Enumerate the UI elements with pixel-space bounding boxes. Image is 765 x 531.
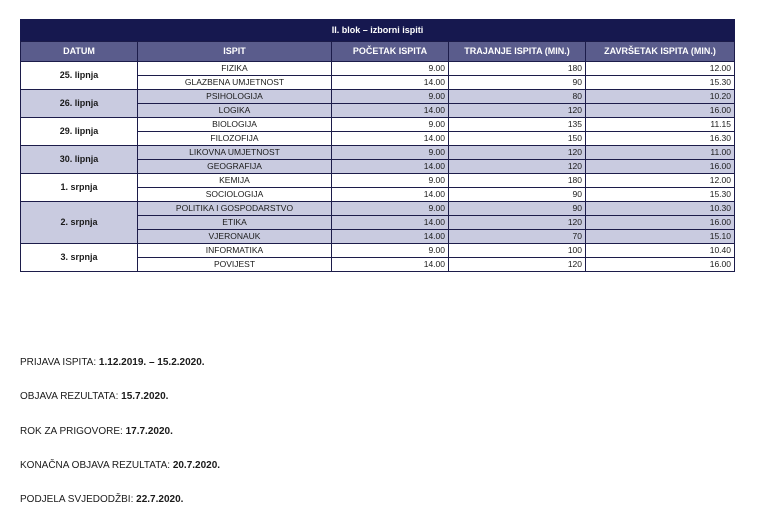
end-cell: 12.00	[586, 174, 735, 188]
header-end: ZAVRŠETAK ISPITA (MIN.)	[586, 42, 735, 62]
exam-cell: POLITIKA I GOSPODARSTVO	[138, 202, 332, 216]
duration-cell: 120	[449, 258, 586, 272]
table-row	[21, 174, 735, 188]
exam-cell: VJERONAUK	[138, 230, 332, 244]
end-cell: 16.00	[586, 258, 735, 272]
note-certificates	[20, 493, 220, 527]
start-cell: 9.00	[332, 146, 449, 160]
exam-cell: LIKOVNA UMJETNOST	[138, 146, 332, 160]
duration-cell: 180	[449, 62, 586, 76]
note-registration	[20, 356, 220, 390]
note-label: KONAČNA OBJAVA REZULTATA:	[20, 459, 173, 471]
note-value: 15.7.2020.	[121, 391, 169, 403]
header-date: DATUM	[21, 42, 138, 62]
note-label: ROK ZA PRIGOVORE:	[20, 425, 126, 437]
exam-cell: INFORMATIKA	[138, 244, 332, 258]
start-cell: 14.00	[332, 160, 449, 174]
exam-cell: FIZIKA	[138, 62, 332, 76]
exam-cell: BIOLOGIJA	[138, 118, 332, 132]
header-start: POČETAK ISPITA	[332, 42, 449, 62]
notes-section	[20, 356, 220, 527]
note-value: 1.12.2019. – 15.2.2020.	[98, 357, 205, 368]
duration-cell: 80	[449, 90, 586, 104]
start-cell: 14.00	[332, 104, 449, 118]
table-body	[21, 62, 735, 272]
start-cell: 9.00	[332, 202, 449, 216]
end-cell: 10.30	[586, 202, 735, 216]
exam-cell: GLAZBENA UMJETNOST	[138, 76, 332, 90]
duration-cell: 150	[449, 132, 586, 146]
duration-cell: 90	[449, 202, 586, 216]
date-cell: 26. lipnja	[21, 90, 138, 118]
date-cell: 25. lipnja	[21, 62, 138, 90]
table-caption: II. blok – izborni ispiti	[20, 19, 735, 41]
date-cell: 29. lipnja	[21, 118, 138, 146]
start-cell: 9.00	[332, 118, 449, 132]
duration-cell: 90	[449, 188, 586, 202]
note-results	[20, 390, 220, 424]
note-appeals	[20, 425, 220, 459]
end-cell: 16.00	[586, 160, 735, 174]
date-cell: 3. srpnja	[21, 244, 138, 272]
end-cell: 15.30	[586, 188, 735, 202]
table-row	[21, 244, 735, 258]
end-cell: 16.00	[586, 216, 735, 230]
end-cell: 10.40	[586, 244, 735, 258]
start-cell: 14.00	[332, 132, 449, 146]
note-value: 22.7.2020.	[136, 494, 184, 506]
table-row	[21, 90, 735, 104]
start-cell: 9.00	[332, 62, 449, 76]
exam-cell: KEMIJA	[138, 174, 332, 188]
exam-cell: SOCIOLOGIJA	[138, 188, 332, 202]
duration-cell: 90	[449, 76, 586, 90]
duration-cell: 70	[449, 230, 586, 244]
table-row	[21, 146, 735, 160]
duration-cell: 120	[449, 146, 586, 160]
date-cell: 1. srpnja	[21, 174, 138, 202]
end-cell: 10.20	[586, 90, 735, 104]
start-cell: 14.00	[332, 76, 449, 90]
date-cell: 30. lipnja	[21, 146, 138, 174]
start-cell: 14.00	[332, 188, 449, 202]
exam-cell: POVIJEST	[138, 258, 332, 272]
table-row	[21, 62, 735, 76]
exam-cell: PSIHOLOGIJA	[138, 90, 332, 104]
end-cell: 15.30	[586, 76, 735, 90]
header-duration: TRAJANJE ISPITA (MIN.)	[449, 42, 586, 62]
end-cell: 12.00	[586, 62, 735, 76]
end-cell: 16.30	[586, 132, 735, 146]
start-cell: 14.00	[332, 258, 449, 272]
duration-cell: 120	[449, 104, 586, 118]
table-row	[21, 202, 735, 216]
duration-cell: 120	[449, 160, 586, 174]
start-cell: 9.00	[332, 90, 449, 104]
duration-cell: 135	[449, 118, 586, 132]
start-cell: 14.00	[332, 230, 449, 244]
end-cell: 16.00	[586, 104, 735, 118]
end-cell: 11.15	[586, 118, 735, 132]
note-label: PRIJAVA ISPITA:	[20, 357, 99, 368]
end-cell: 11.00	[586, 146, 735, 160]
date-cell: 2. srpnja	[21, 202, 138, 244]
note-value: 20.7.2020.	[172, 459, 221, 471]
start-cell: 14.00	[332, 216, 449, 230]
note-label: PODJELA SVJEDODŽBI:	[20, 494, 137, 506]
table-row	[21, 118, 735, 132]
exam-cell: ETIKA	[138, 216, 332, 230]
note-final-results	[20, 459, 220, 493]
note-value: 17.7.2020.	[125, 425, 173, 437]
note-label: OBJAVA REZULTATA:	[20, 391, 122, 403]
exam-schedule-table	[20, 19, 735, 272]
exam-cell: GEOGRAFIJA	[138, 160, 332, 174]
header-row	[21, 42, 735, 62]
duration-cell: 120	[449, 216, 586, 230]
exam-cell: FILOZOFIJA	[138, 132, 332, 146]
header-exam: ISPIT	[138, 42, 332, 62]
duration-cell: 180	[449, 174, 586, 188]
duration-cell: 100	[449, 244, 586, 258]
end-cell: 15.10	[586, 230, 735, 244]
start-cell: 9.00	[332, 174, 449, 188]
start-cell: 9.00	[332, 244, 449, 258]
exam-cell: LOGIKA	[138, 104, 332, 118]
